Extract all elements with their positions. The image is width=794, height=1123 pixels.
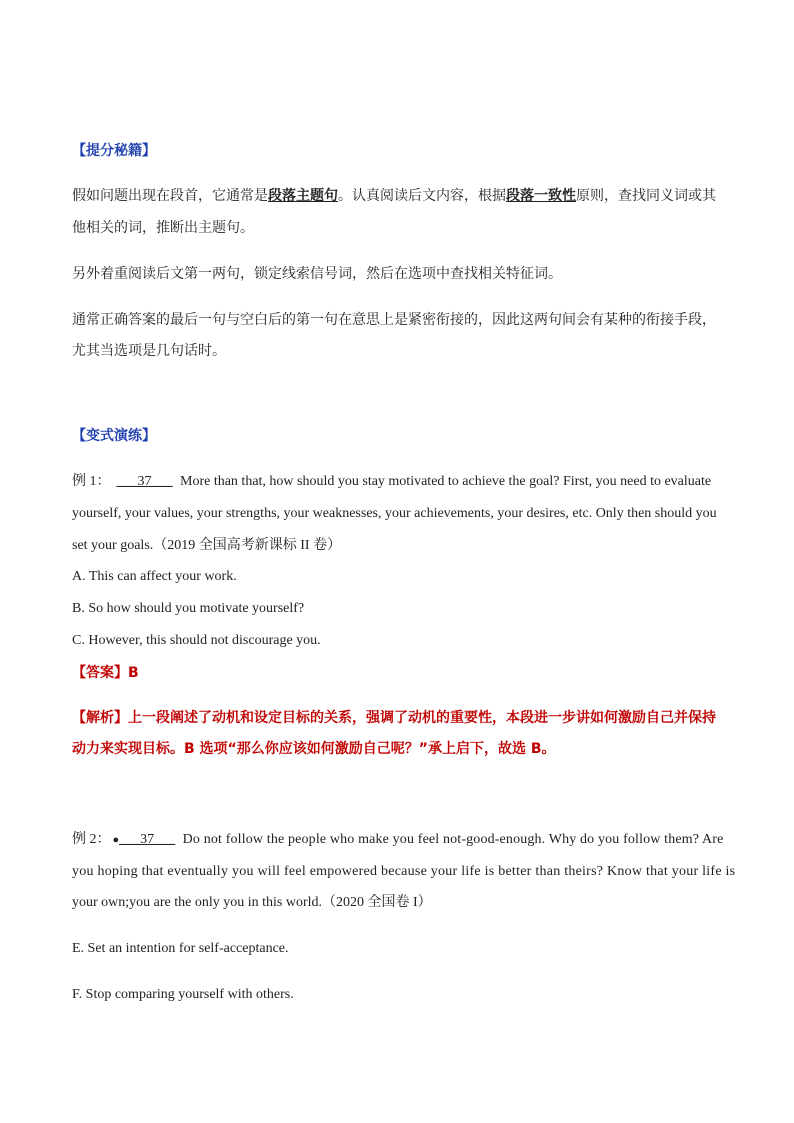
example-1-option-a: A. This can affect your work. — [72, 569, 237, 584]
answer-value: B — [128, 665, 139, 681]
analysis-text: 上一段阐述了动机和设定目标的关系，强调了动机的重要性，本段进一步讲如何激励自己并保持 — [128, 710, 716, 726]
example-1-line-1 — [72, 472, 711, 492]
example-1-analysis-line-2: 动力来实现目标。B 选项“那么你应该如何激励自己呢？”承上启下，故选 B。 — [72, 741, 556, 757]
tips-text: 原则，查找同义词或其 — [576, 188, 716, 204]
tips-paragraph-3-line-2: 尤其当选项是几句话时。 — [72, 343, 226, 359]
key-term-paragraph-consistency: 段落一致性 — [506, 188, 576, 204]
example-2-blank: ___37___ — [119, 832, 176, 847]
tips-paragraph-3-line-1: 通常正确答案的最后一句与空白后的第一句在意思上是紧密衔接的，因此这两句间会有某种的衔接手段， — [72, 312, 716, 328]
tips-text: 假如问题出现在段首，它通常是 — [72, 188, 268, 204]
example-1-line-2: yourself, your values, your strengths, your weaknesses, your achievements, your desires, etc. Only then should you — [72, 506, 717, 521]
tips-paragraph-2: 另外着重阅读后文第一两句，锁定线索信号词，然后在选项中查找相关特征词。 — [72, 266, 562, 282]
example-2-line-3: your own;you are the only you in this world.（2020 全国卷 I） — [72, 895, 432, 910]
analysis-label: 【解析】 — [72, 710, 128, 726]
example-1-answer — [72, 663, 139, 683]
tips-paragraph-1-line-1 — [72, 186, 716, 206]
example-2-text: Do not follow the people who make you feel not-good-enough. Why do you follow them? Are — [182, 832, 724, 847]
example-1-option-b: B. So how should you motivate yourself? — [72, 601, 305, 616]
example-2-line-1 — [72, 830, 723, 850]
example-2-label: 例 2： — [72, 832, 111, 847]
bullet-icon: ● — [112, 834, 120, 846]
answer-label: 【答案】 — [72, 665, 128, 681]
tips-text: 。认真阅读后文内容，根据 — [338, 188, 506, 204]
example-1-analysis-line-1 — [72, 708, 716, 728]
example-1-text: More than that, how should you stay motivated to achieve the goal? First, you need to evaluate — [180, 474, 712, 489]
example-2-option-f: F. Stop comparing yourself with others. — [72, 987, 294, 1002]
example-2-option-e: E. Set an intention for self-acceptance. — [72, 941, 289, 956]
key-term-topic-sentence: 段落主题句 — [268, 188, 338, 204]
example-1-blank: ___37___ — [116, 474, 173, 489]
tips-paragraph-1-line-2: 他相关的词，推断出主题句。 — [72, 220, 254, 236]
example-1-label: 例 1： — [72, 474, 111, 489]
example-2-line-2: you hoping that eventually you will feel empowered because your life is better than theirs? Know that your life is — [72, 864, 736, 879]
practice-heading: 【变式演练】 — [72, 428, 156, 444]
example-1-option-c: C. However, this should not discourage you. — [72, 633, 321, 648]
tips-heading: 【提分秘籍】 — [72, 143, 156, 159]
example-1-line-3: set your goals.（2019 全国高考新课标 II 卷） — [72, 538, 342, 553]
